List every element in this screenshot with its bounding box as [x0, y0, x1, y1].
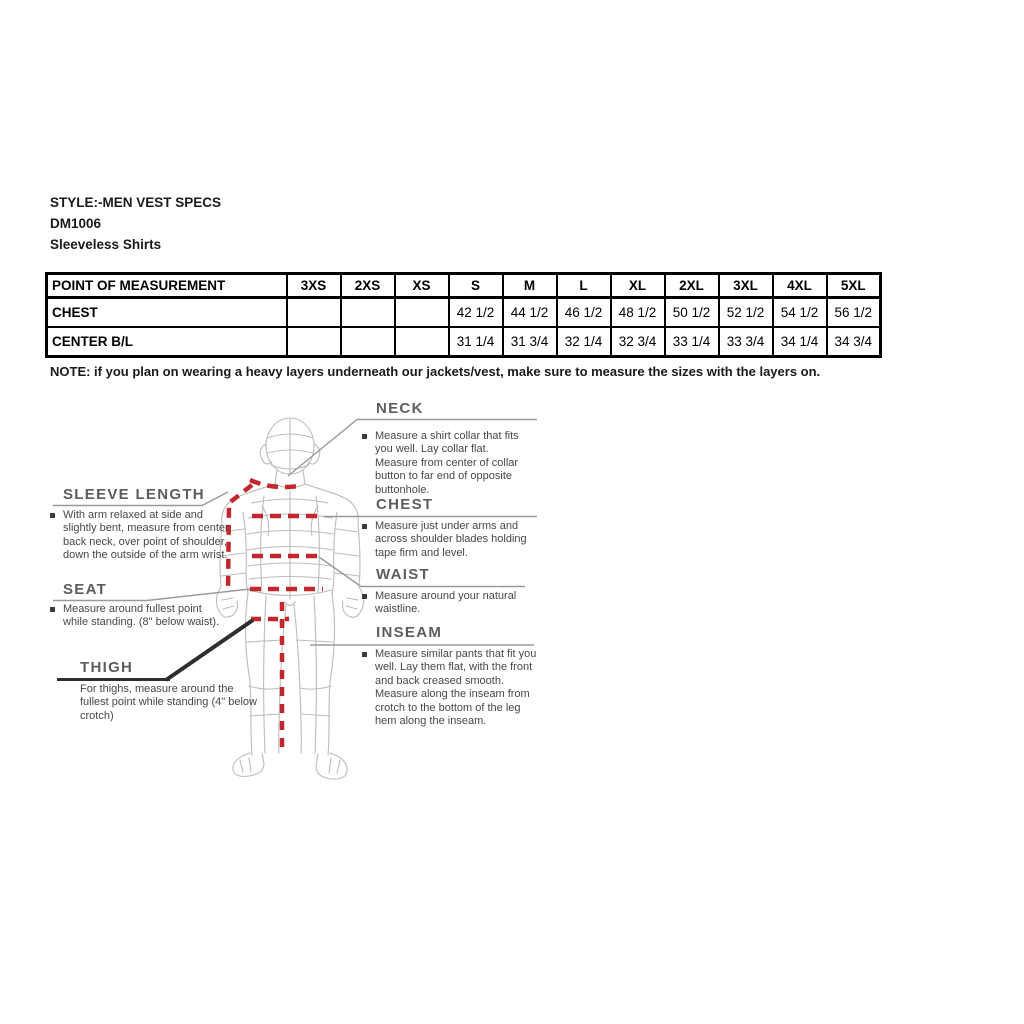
callout-desc-waist [362, 590, 532, 617]
bullet-icon [50, 513, 55, 518]
callout-desc-text: Measure similar pants that fit you well. Lay them flat, with the front and back creased smooth. Measure along the inseam from crotch to the bottom of the leg hem along the inseam. [375, 648, 537, 728]
column-header: 2XS [341, 274, 395, 298]
callout-desc-sleeve-length [50, 509, 234, 563]
callout-desc-text: Measure around your natural waistline. [375, 590, 517, 616]
callout-title-sleeve-length: SLEEVE LENGTH [63, 486, 205, 503]
table-cell: 50 1/2 [665, 298, 719, 328]
callout-title-waist: WAIST [376, 566, 430, 583]
column-header: M [503, 274, 557, 298]
callout-title-inseam: INSEAM [376, 624, 443, 641]
callout-desc-thigh [80, 683, 265, 723]
column-header: 4XL [773, 274, 827, 298]
style-title: STYLE:-MEN VEST SPECS [50, 195, 222, 210]
note-text: NOTE: if you plan on wearing a heavy layers underneath our jackets/vest, make sure to measure the sizes with the layers on. [50, 364, 821, 379]
callout-desc-neck [362, 430, 534, 497]
style-subtitle: Sleeveless Shirts [50, 237, 162, 252]
callout-desc-seat [50, 603, 220, 630]
callout-title-seat: SEAT [63, 581, 108, 598]
table-cell: 46 1/2 [557, 298, 611, 328]
column-header: 5XL [827, 274, 881, 298]
table-cell: 32 1/4 [557, 327, 611, 357]
table-cell: 31 1/4 [449, 327, 503, 357]
style-code: DM1006 [50, 216, 102, 231]
column-header: 2XL [665, 274, 719, 298]
bullet-icon [362, 524, 367, 529]
table-cell: 48 1/2 [611, 298, 665, 328]
column-header: POINT OF MEASUREMENT [47, 274, 287, 298]
table-cell: 52 1/2 [719, 298, 773, 328]
table-cell: 56 1/2 [827, 298, 881, 328]
callout-desc-text: For thighs, measure around the fullest point while standing (4" below crotch) [80, 683, 257, 722]
bullet-icon [362, 594, 367, 599]
callout-desc-inseam [362, 648, 538, 728]
callout-desc-text: Measure a shirt collar that fits you well. Lay collar flat. Measure from center of collar button to far end of opposite buttonhole. [375, 430, 519, 496]
bullet-icon [50, 607, 55, 612]
bullet-icon [362, 652, 367, 657]
column-header: XS [395, 274, 449, 298]
table-cell: 34 3/4 [827, 327, 881, 357]
table-cell: 32 3/4 [611, 327, 665, 357]
table-cell: 31 3/4 [503, 327, 557, 357]
table-cell: 33 1/4 [665, 327, 719, 357]
column-header: XL [611, 274, 665, 298]
human-figure-wireframe [216, 418, 363, 779]
neck-dash-line [250, 480, 299, 487]
row-label: CHEST [47, 298, 287, 328]
callout-title-chest: CHEST [376, 496, 434, 513]
column-header: S [449, 274, 503, 298]
column-header: 3XL [719, 274, 773, 298]
callout-title-neck: NECK [376, 400, 424, 417]
callout-title-thigh: THIGH [80, 659, 134, 676]
bullet-icon [362, 434, 367, 439]
callout-desc-text: With arm relaxed at side and slightly bent, measure from center back neck, over point of shoulder, down the outside of the arm wrist. [63, 509, 229, 562]
table-cell: 54 1/2 [773, 298, 827, 328]
callout-desc-text: Measure around fullest point while standing. (8" below waist). [63, 603, 220, 629]
callout-desc-chest [362, 520, 538, 560]
column-header: 3XS [287, 274, 341, 298]
table-cell: 44 1/2 [503, 298, 557, 328]
table-cell: 34 1/4 [773, 327, 827, 357]
row-label: CENTER B/L [47, 327, 287, 357]
table-cell: 42 1/2 [449, 298, 503, 328]
callout-desc-text: Measure just under arms and across shoulder blades holding tape firm and level. [375, 520, 527, 559]
column-header: L [557, 274, 611, 298]
table-cell: 33 3/4 [719, 327, 773, 357]
